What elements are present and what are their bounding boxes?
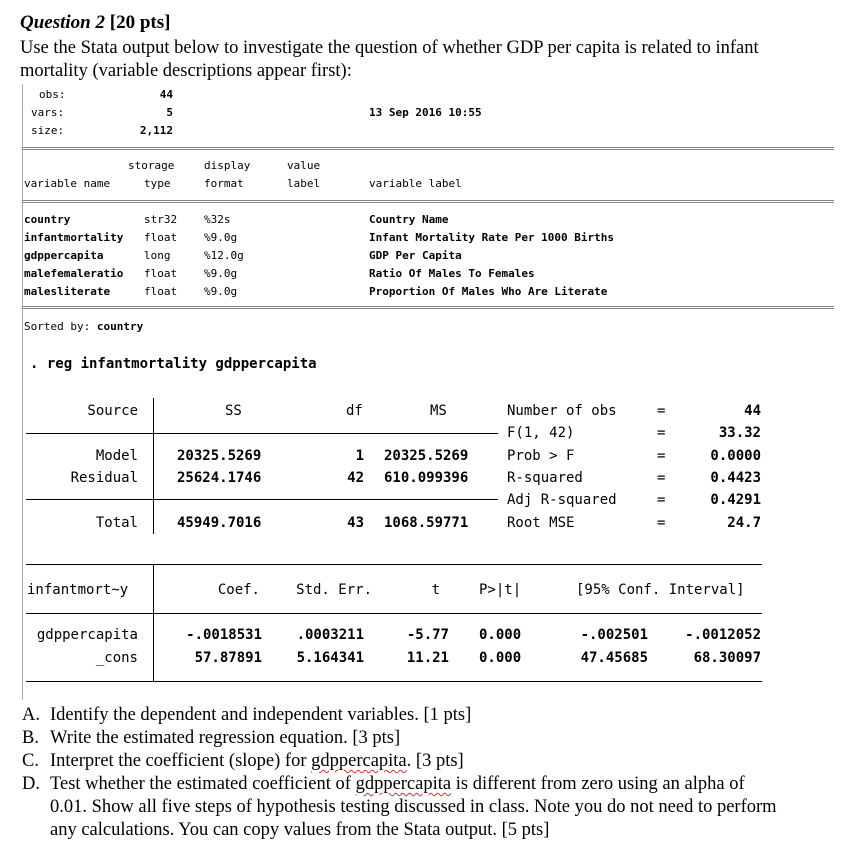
var-type: long	[144, 249, 171, 262]
anova-df: 42	[347, 470, 364, 486]
stat-eq: =	[657, 492, 666, 508]
stat-eq: =	[657, 470, 666, 486]
task-c-pre: Interpret the coefficient (slope) for	[50, 751, 312, 771]
stat-eq: =	[657, 515, 666, 531]
task-d-line2: 0.01. Show all five steps of hypothesis testing discussed in class. Note you do not need to perform	[50, 797, 777, 817]
task-d-flagged-word: gdppercapita	[355, 774, 452, 794]
describe-divider-mid	[22, 200, 834, 203]
stat-value: 0.4291	[710, 492, 761, 508]
anova-total-ms: 1068.59771	[384, 515, 469, 531]
coef-var: _cons	[95, 650, 138, 666]
stat-label: Adj R-squared	[507, 492, 617, 508]
anova-total-source: Total	[95, 515, 138, 531]
stat-value: 33.32	[718, 425, 761, 441]
var-label: Country Name	[369, 213, 449, 226]
size-label: size:	[31, 124, 65, 137]
vars-value: 5	[166, 106, 173, 119]
timestamp: 13 Sep 2016 10:55	[369, 106, 482, 119]
coef-p: 0.000	[479, 650, 522, 666]
task-a-text: Identify the dependent and independent variables. [1 pts]	[50, 705, 472, 725]
header-format: format	[204, 177, 244, 190]
question-intro-line2: mortality (variable descriptions appear first):	[20, 61, 352, 81]
stat-value: 44	[744, 403, 761, 419]
var-label: Proportion Of Males Who Are Literate	[369, 285, 608, 298]
vars-label: vars:	[31, 106, 65, 119]
var-type: float	[144, 285, 178, 298]
var-format: %9.0g	[204, 231, 238, 244]
anova-source: Model	[95, 448, 138, 464]
header-display: display	[204, 159, 251, 172]
stat-eq: =	[657, 425, 666, 441]
task-c-flagged-word: gdppercapita	[311, 751, 407, 771]
question-points: [20 pts]	[109, 12, 171, 33]
coef-hline-bottom	[26, 681, 762, 682]
sorted-by-label: Sorted by:	[24, 320, 91, 333]
describe-divider-top	[22, 147, 834, 150]
anova-df: 1	[355, 448, 364, 464]
anova-header-source: Source	[87, 403, 138, 419]
var-format: %32s	[204, 213, 231, 226]
stat-label: F(1, 42)	[507, 425, 575, 441]
anova-hline-top	[26, 433, 498, 434]
task-d-text	[50, 774, 745, 795]
stat-label: R-squared	[507, 470, 583, 486]
size-value: 2,112	[139, 124, 173, 137]
anova-ss: 20325.5269	[177, 448, 262, 464]
task-c-text	[50, 751, 464, 772]
coef-value: -.0018531	[186, 627, 262, 643]
anova-header-ss: SS	[225, 403, 242, 419]
question-intro-line1: Use the Stata output below to investigate the question of whether GDP per capita is related to infant	[20, 38, 759, 58]
anova-ss: 25624.1746	[177, 470, 262, 486]
sorted-by	[24, 320, 143, 333]
reg-command: . reg infantmortality gdppercapita	[30, 356, 317, 372]
coef-se: .0003211	[296, 627, 364, 643]
coef-t: -5.77	[406, 627, 449, 643]
task-b-letter: B.	[22, 728, 39, 748]
anova-source: Residual	[70, 470, 138, 486]
anova-hline-bottom	[26, 499, 498, 500]
stat-value: 0.4423	[710, 470, 761, 486]
obs-value: 44	[159, 88, 173, 101]
var-name: malesliterate	[24, 285, 111, 298]
coef-p: 0.000	[479, 627, 522, 643]
var-format: %9.0g	[204, 285, 238, 298]
coef-vline	[153, 564, 154, 682]
header-variable-label: variable label	[369, 177, 462, 190]
coef-header-coef: Coef.	[217, 582, 260, 598]
var-name: country	[24, 213, 71, 226]
var-label: Ratio Of Males To Females	[369, 267, 535, 280]
task-c-letter: C.	[22, 751, 39, 771]
coef-value: 57.87891	[194, 650, 262, 666]
coef-ci-upper: 68.30097	[693, 650, 761, 666]
task-b-text: Write the estimated regression equation. [3 pts]	[50, 728, 401, 748]
coef-ci-lower: 47.45685	[580, 650, 648, 666]
describe-divider-bottom	[22, 306, 834, 309]
anova-ms: 610.099396	[384, 470, 469, 486]
header-label: label	[287, 177, 321, 190]
var-name: malefemaleratio	[24, 267, 124, 280]
coef-header-p: P>|t|	[479, 582, 522, 598]
stat-label: Root MSE	[507, 515, 575, 531]
coef-hline-top	[26, 564, 762, 565]
coef-t: 11.21	[406, 650, 449, 666]
question-title-label: Question 2	[20, 12, 105, 33]
coef-header-ci: [95% Conf. Interval]	[576, 582, 745, 598]
anova-total-df: 43	[347, 515, 364, 531]
coef-hline-mid	[26, 613, 762, 614]
coef-header-se: Std. Err.	[296, 582, 372, 598]
anova-vline	[153, 398, 154, 534]
anova-header-ms: MS	[430, 403, 447, 419]
coef-var: gdppercapita	[36, 627, 138, 643]
var-type: float	[144, 267, 178, 280]
task-d-letter: D.	[22, 774, 40, 794]
var-format: %9.0g	[204, 267, 238, 280]
stat-value: 24.7	[727, 515, 761, 531]
var-type: str32	[144, 213, 178, 226]
var-type: float	[144, 231, 178, 244]
obs-label: obs:	[39, 88, 66, 101]
coef-header-t: t	[431, 582, 440, 598]
coef-header-depvar: infantmort~y	[27, 582, 129, 598]
task-a-letter: A.	[22, 705, 40, 725]
anova-total-ss: 45949.7016	[177, 515, 262, 531]
anova-ms: 20325.5269	[384, 448, 469, 464]
stat-eq: =	[657, 403, 666, 419]
task-d-post: is different from zero using an alpha of	[451, 774, 745, 794]
var-name: infantmortality	[24, 231, 124, 244]
header-value: value	[287, 159, 321, 172]
task-d-pre: Test whether the estimated coefficient of	[50, 774, 356, 794]
stat-label: Prob > F	[507, 448, 575, 464]
anova-header-df: df	[346, 403, 363, 419]
sorted-by-value: country	[96, 320, 144, 333]
stat-label: Number of obs	[507, 403, 617, 419]
var-label: GDP Per Capita	[369, 249, 462, 262]
var-name: gdppercapita	[24, 249, 104, 262]
var-label: Infant Mortality Rate Per 1000 Births	[369, 231, 615, 244]
header-storage: storage	[128, 159, 175, 172]
question-title	[20, 12, 170, 34]
stat-value: 0.0000	[710, 448, 761, 464]
coef-ci-upper: -.0012052	[685, 627, 761, 643]
task-c-post: . [3 pts]	[406, 751, 464, 771]
var-format: %12.0g	[204, 249, 244, 262]
task-d-line3: any calculations. You can copy values from the Stata output. [5 pts]	[50, 820, 550, 840]
header-type: type	[144, 177, 171, 190]
stat-eq: =	[657, 448, 666, 464]
coef-ci-lower: -.002501	[580, 627, 648, 643]
output-left-border	[22, 84, 23, 700]
header-variable-name: variable name	[24, 177, 111, 190]
coef-se: 5.164341	[296, 650, 364, 666]
